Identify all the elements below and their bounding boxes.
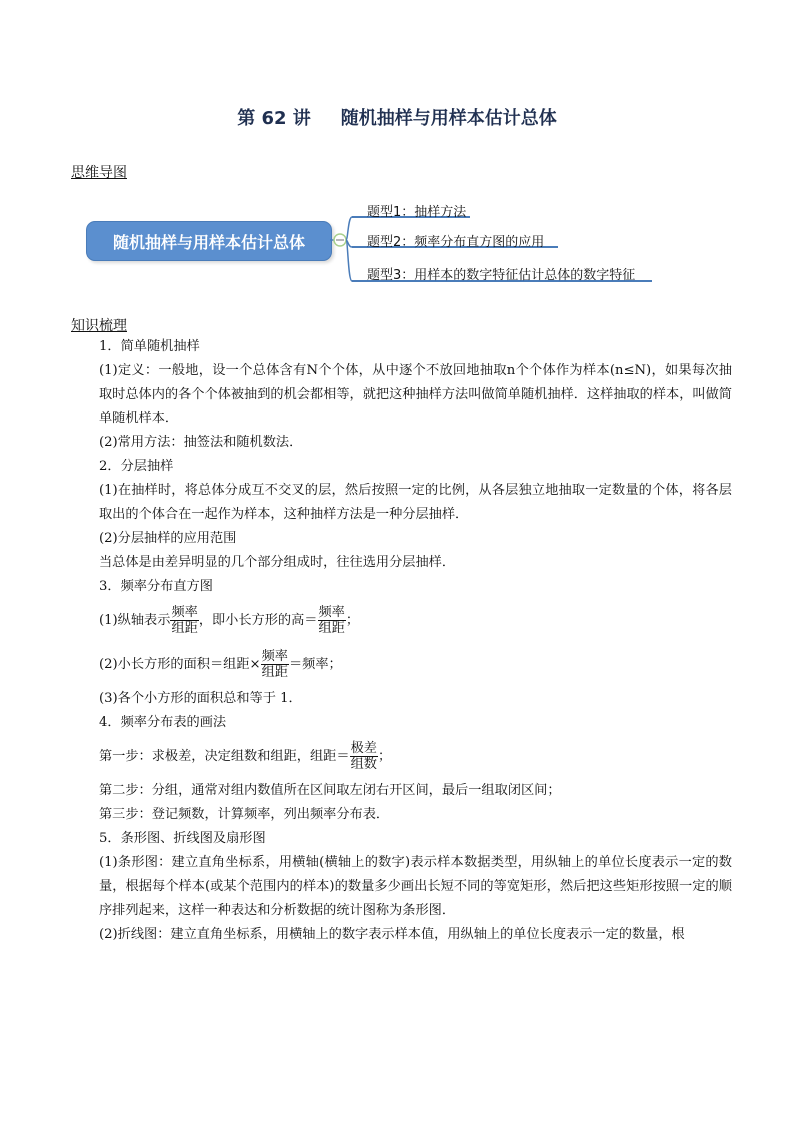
section-4-title: 4．频率分布表的画法 bbox=[99, 715, 227, 730]
section-5-bar-chart: (1)条形图：建立直角坐标系，用横轴(横轴上的数字)表示样本数据类型，用纵轴上的单位长度表示一定的数量，根据每个样本(或某个范围内的样本)的数量多少画出长短不同的等宽矩形，然后把这些矩形按照一定的顺序排列起来，这样一种表达和分析数据的统计图称为条形图． bbox=[99, 855, 732, 918]
section-3-item-2: (2)小长方形的面积＝组距× $\frac{\text{频率}}{\text{组距}}$ ＝频率； bbox=[99, 649, 342, 680]
section-1-definition: (1)定义：一般地，设一个总体含有N个个体，从中逐个不放回地抽取n个个体作为样本(n≤N)，如果每次抽取时总体内的各个个体被抽到的机会都相等，就把这种抽样方法叫做简单随机抽样．这样抽取的样本，叫做简单随机样本． bbox=[99, 363, 732, 426]
mindmap-root-node: 随机抽样与用样本估计总体 bbox=[86, 221, 332, 261]
section-3-item-3: (3)各个小方形的面积总和等于 1． bbox=[99, 691, 302, 706]
section-2-definition: (1)在抽样时，将总体分成互不交叉的层，然后按照一定的比例，从各层独立地抽取一定数量的个体，将各层取出的个体合在一起作为样本，这种抽样方法是一种分层抽样． bbox=[99, 483, 732, 522]
section-2-title: 2．分层抽样 bbox=[99, 459, 174, 474]
mindmap-branch-1: 题型1：抽样方法 bbox=[367, 205, 467, 220]
section-4-step-3: 第三步：登记频数，计算频率，列出频率分布表． bbox=[99, 807, 390, 822]
knowledge-heading: 知识梳理 bbox=[71, 318, 127, 334]
page-title bbox=[0, 104, 794, 130]
section-1-methods: (2)常用方法：抽签法和随机数法． bbox=[99, 435, 303, 450]
fraction-freq-over-width: $\frac{\text{频率}}{\text{组距}}$ bbox=[318, 605, 345, 636]
fraction-freq-over-width: $\frac{\text{频率}}{\text{组距}}$ bbox=[261, 649, 288, 680]
section-4-step-1: 第一步：求极差，决定组数和组距，组距＝ $\frac{\text{极差}}{\text{组数}}$ ； bbox=[99, 741, 392, 772]
fraction-range-over-groups: $\frac{\text{极差}}{\text{组数}}$ bbox=[350, 741, 377, 772]
section-2-scope-text: 当总体是由差异明显的几个部分组成时，往往选用分层抽样． bbox=[99, 555, 456, 570]
lecture-number: 第 62 讲 bbox=[237, 108, 311, 129]
mindmap-branch-3: 题型3：用样本的数字特征估计总体的数字特征 bbox=[367, 268, 636, 283]
section-4-step-2: 第二步：分组，通常对组内数值所在区间取左闭右开区间，最后一组取闭区间； bbox=[99, 783, 561, 798]
mindmap-branch-2: 题型2：频率分布直方图的应用 bbox=[367, 235, 545, 250]
section-3-item-1: (1)纵轴表示 $\frac{\text{频率}}{\text{组距}}$ ，即小长方形的高＝ $\frac{\text{频率}}{\text{组距}}$ ； bbox=[99, 605, 360, 636]
section-1-title: 1．简单随机抽样 bbox=[99, 339, 200, 354]
section-5-line-chart: (2)折线图：建立直角坐标系，用横轴上的数字表示样本值，用纵轴上的单位长度表示一定的数量，根 bbox=[99, 927, 685, 942]
mindmap-heading: 思维导图 bbox=[71, 165, 127, 181]
section-5-title: 5．条形图、折线图及扇形图 bbox=[99, 831, 266, 846]
section-3-title: 3．频率分布直方图 bbox=[99, 579, 213, 594]
section-2-scope-title: (2)分层抽样的应用范围 bbox=[99, 531, 237, 546]
fraction-freq-over-width: $\frac{\text{频率}}{\text{组距}}$ bbox=[171, 605, 198, 636]
lecture-title: 随机抽样与用样本估计总体 bbox=[340, 108, 557, 129]
knowledge-body bbox=[72, 335, 732, 947]
